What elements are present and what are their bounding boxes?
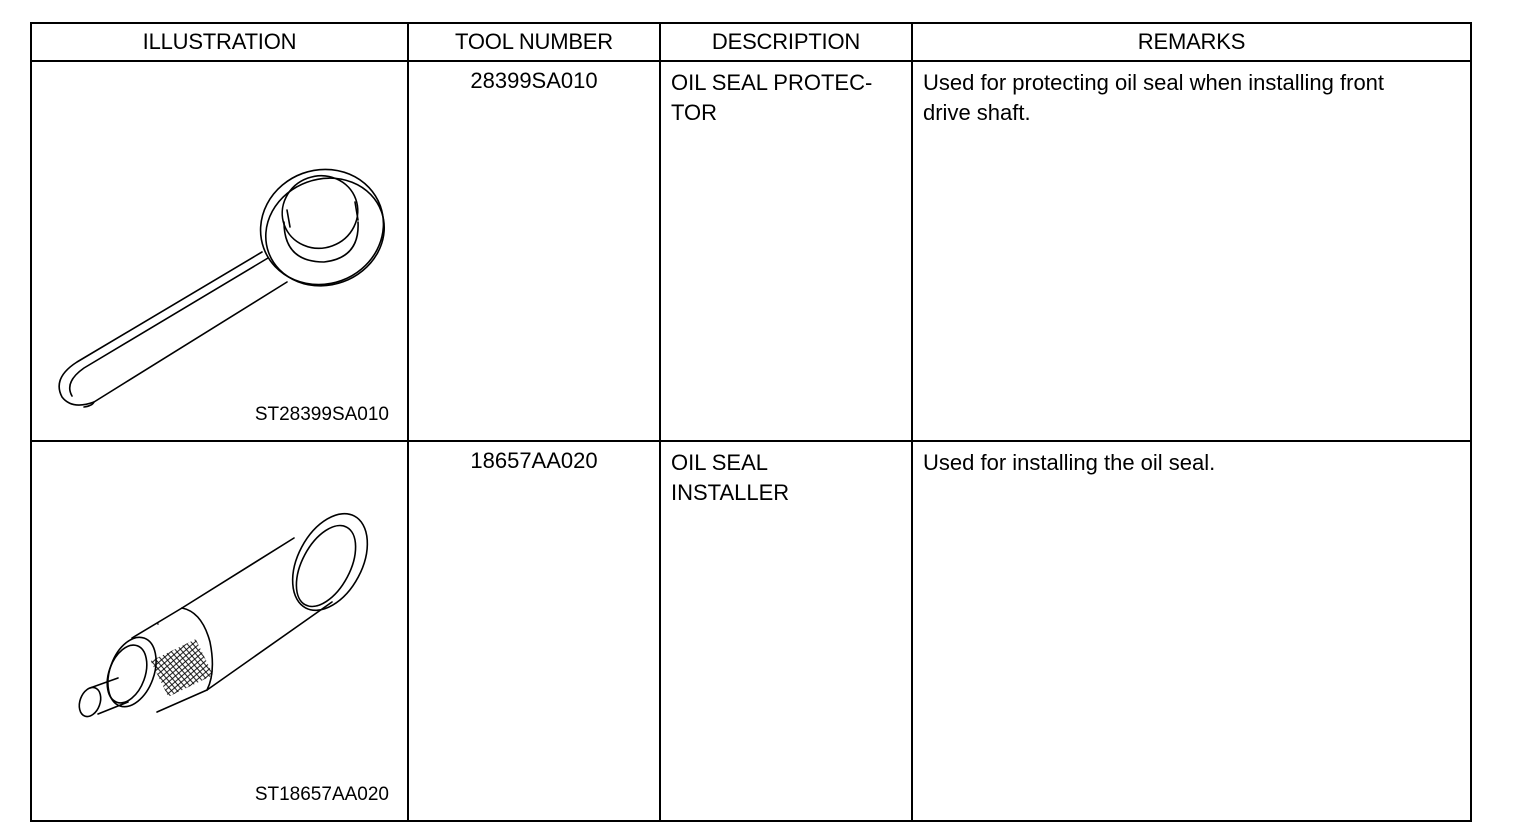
oil-seal-installer-illustration xyxy=(32,442,407,814)
special-tools-table xyxy=(30,22,1472,822)
illustration-caption: ST18657AA020 xyxy=(254,784,389,805)
description-line: OIL SEAL PROTEC- xyxy=(671,70,873,95)
illustration-cell xyxy=(31,61,408,441)
header-illustration: ILLUSTRATION xyxy=(31,23,408,61)
description-cell xyxy=(660,61,912,441)
oil-seal-protector-illustration xyxy=(32,62,407,434)
description-line: INSTALLER xyxy=(671,480,790,505)
description-cell xyxy=(660,441,912,821)
remarks-line: drive shaft. xyxy=(923,100,1031,125)
header-remarks: REMARKS xyxy=(912,23,1471,61)
header-row xyxy=(31,23,1471,61)
tool-number-cell: 28399SA010 xyxy=(408,61,660,441)
table-row xyxy=(31,441,1471,821)
description-line: TOR xyxy=(671,100,718,125)
header-description: DESCRIPTION xyxy=(660,23,912,61)
illustration-cell xyxy=(31,441,408,821)
description-line: OIL SEAL xyxy=(671,450,769,475)
remarks-cell xyxy=(912,61,1471,441)
illustration-caption: ST28399SA010 xyxy=(254,404,389,425)
tool-number-cell: 18657AA020 xyxy=(408,441,660,821)
header-tool-number: TOOL NUMBER xyxy=(408,23,660,61)
table-row xyxy=(31,61,1471,441)
remarks-line: Used for protecting oil seal when installing front xyxy=(923,70,1385,95)
remarks-cell xyxy=(912,441,1471,821)
remarks-line: Used for installing the oil seal. xyxy=(923,450,1216,475)
